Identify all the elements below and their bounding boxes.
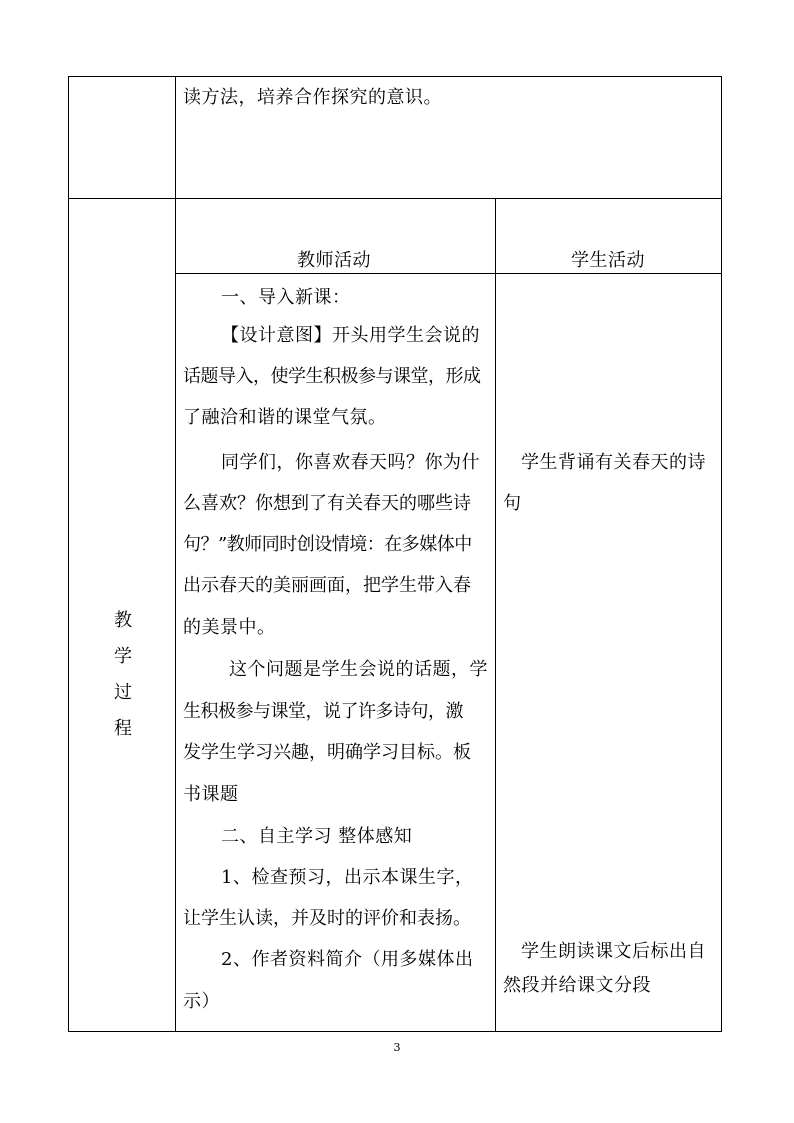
teacher-line: 示）: [183, 991, 220, 1012]
teacher-line: 同学们，你喜欢春天吗？你为什: [221, 452, 480, 473]
student-line: 学生背诵有关春天的诗: [521, 452, 706, 473]
teacher-line: 么喜欢？你想到了有关春天的哪些诗: [183, 493, 471, 514]
teacher-line: 让学生认读，并及时的评价和表扬。: [183, 908, 471, 929]
section-label-char: 教: [114, 610, 132, 631]
table-row-divider: [68, 198, 722, 199]
teacher-line: 发学生学习兴趣，明确学习目标。板: [183, 742, 471, 763]
activity-column-divider: [495, 198, 496, 1032]
page-number: 3: [393, 1041, 401, 1054]
label-column-divider: [175, 76, 176, 1032]
teacher-line: 1、检查预习，出示本课生字，: [221, 867, 474, 888]
student-line: 学生朗读课文后标出自: [521, 941, 706, 962]
student-activity-header: 学生活动: [571, 250, 645, 271]
student-line: 然段并给课文分段: [503, 975, 651, 996]
teacher-line: 2、作者资料简介（用多媒体出: [221, 949, 474, 970]
teacher-line: 【设计意图】开头用学生会说的: [221, 325, 480, 346]
teacher-line: 出示春天的美丽画面，把学生带入春: [183, 575, 471, 596]
top-row-text: 读方法，培养合作探究的意识。: [183, 87, 442, 108]
teacher-line: 这个问题是学生会说的话题，学: [229, 659, 488, 680]
section-label: [103, 603, 143, 747]
table-border-left: [68, 76, 69, 1032]
teacher-line: 了融洽和谐的课堂气氛。: [183, 407, 387, 428]
section-label-char: 程: [114, 718, 132, 739]
teacher-line: 话题导入，使学生积极参与课堂，形成: [183, 366, 481, 387]
student-line: 句: [503, 493, 522, 514]
teacher-activity-header: 教师活动: [297, 250, 371, 271]
table-border-right: [721, 76, 722, 1032]
table-border-top: [68, 76, 722, 77]
section-label-char: 学: [114, 646, 132, 667]
teacher-line: 的美景中。: [183, 617, 276, 638]
header-divider: [175, 273, 722, 274]
teacher-line: 句？”教师同时创设情境：在多媒体中: [183, 534, 472, 555]
teacher-line: 二、自主学习 整体感知: [221, 826, 413, 847]
teacher-line: 书课题: [183, 784, 239, 805]
section-label-char: 过: [114, 682, 132, 703]
table-border-bottom: [68, 1031, 722, 1032]
teacher-line: 一、导入新课：: [221, 287, 351, 308]
teacher-line: 生积极参与课堂，说了许多诗句，激: [183, 701, 463, 722]
